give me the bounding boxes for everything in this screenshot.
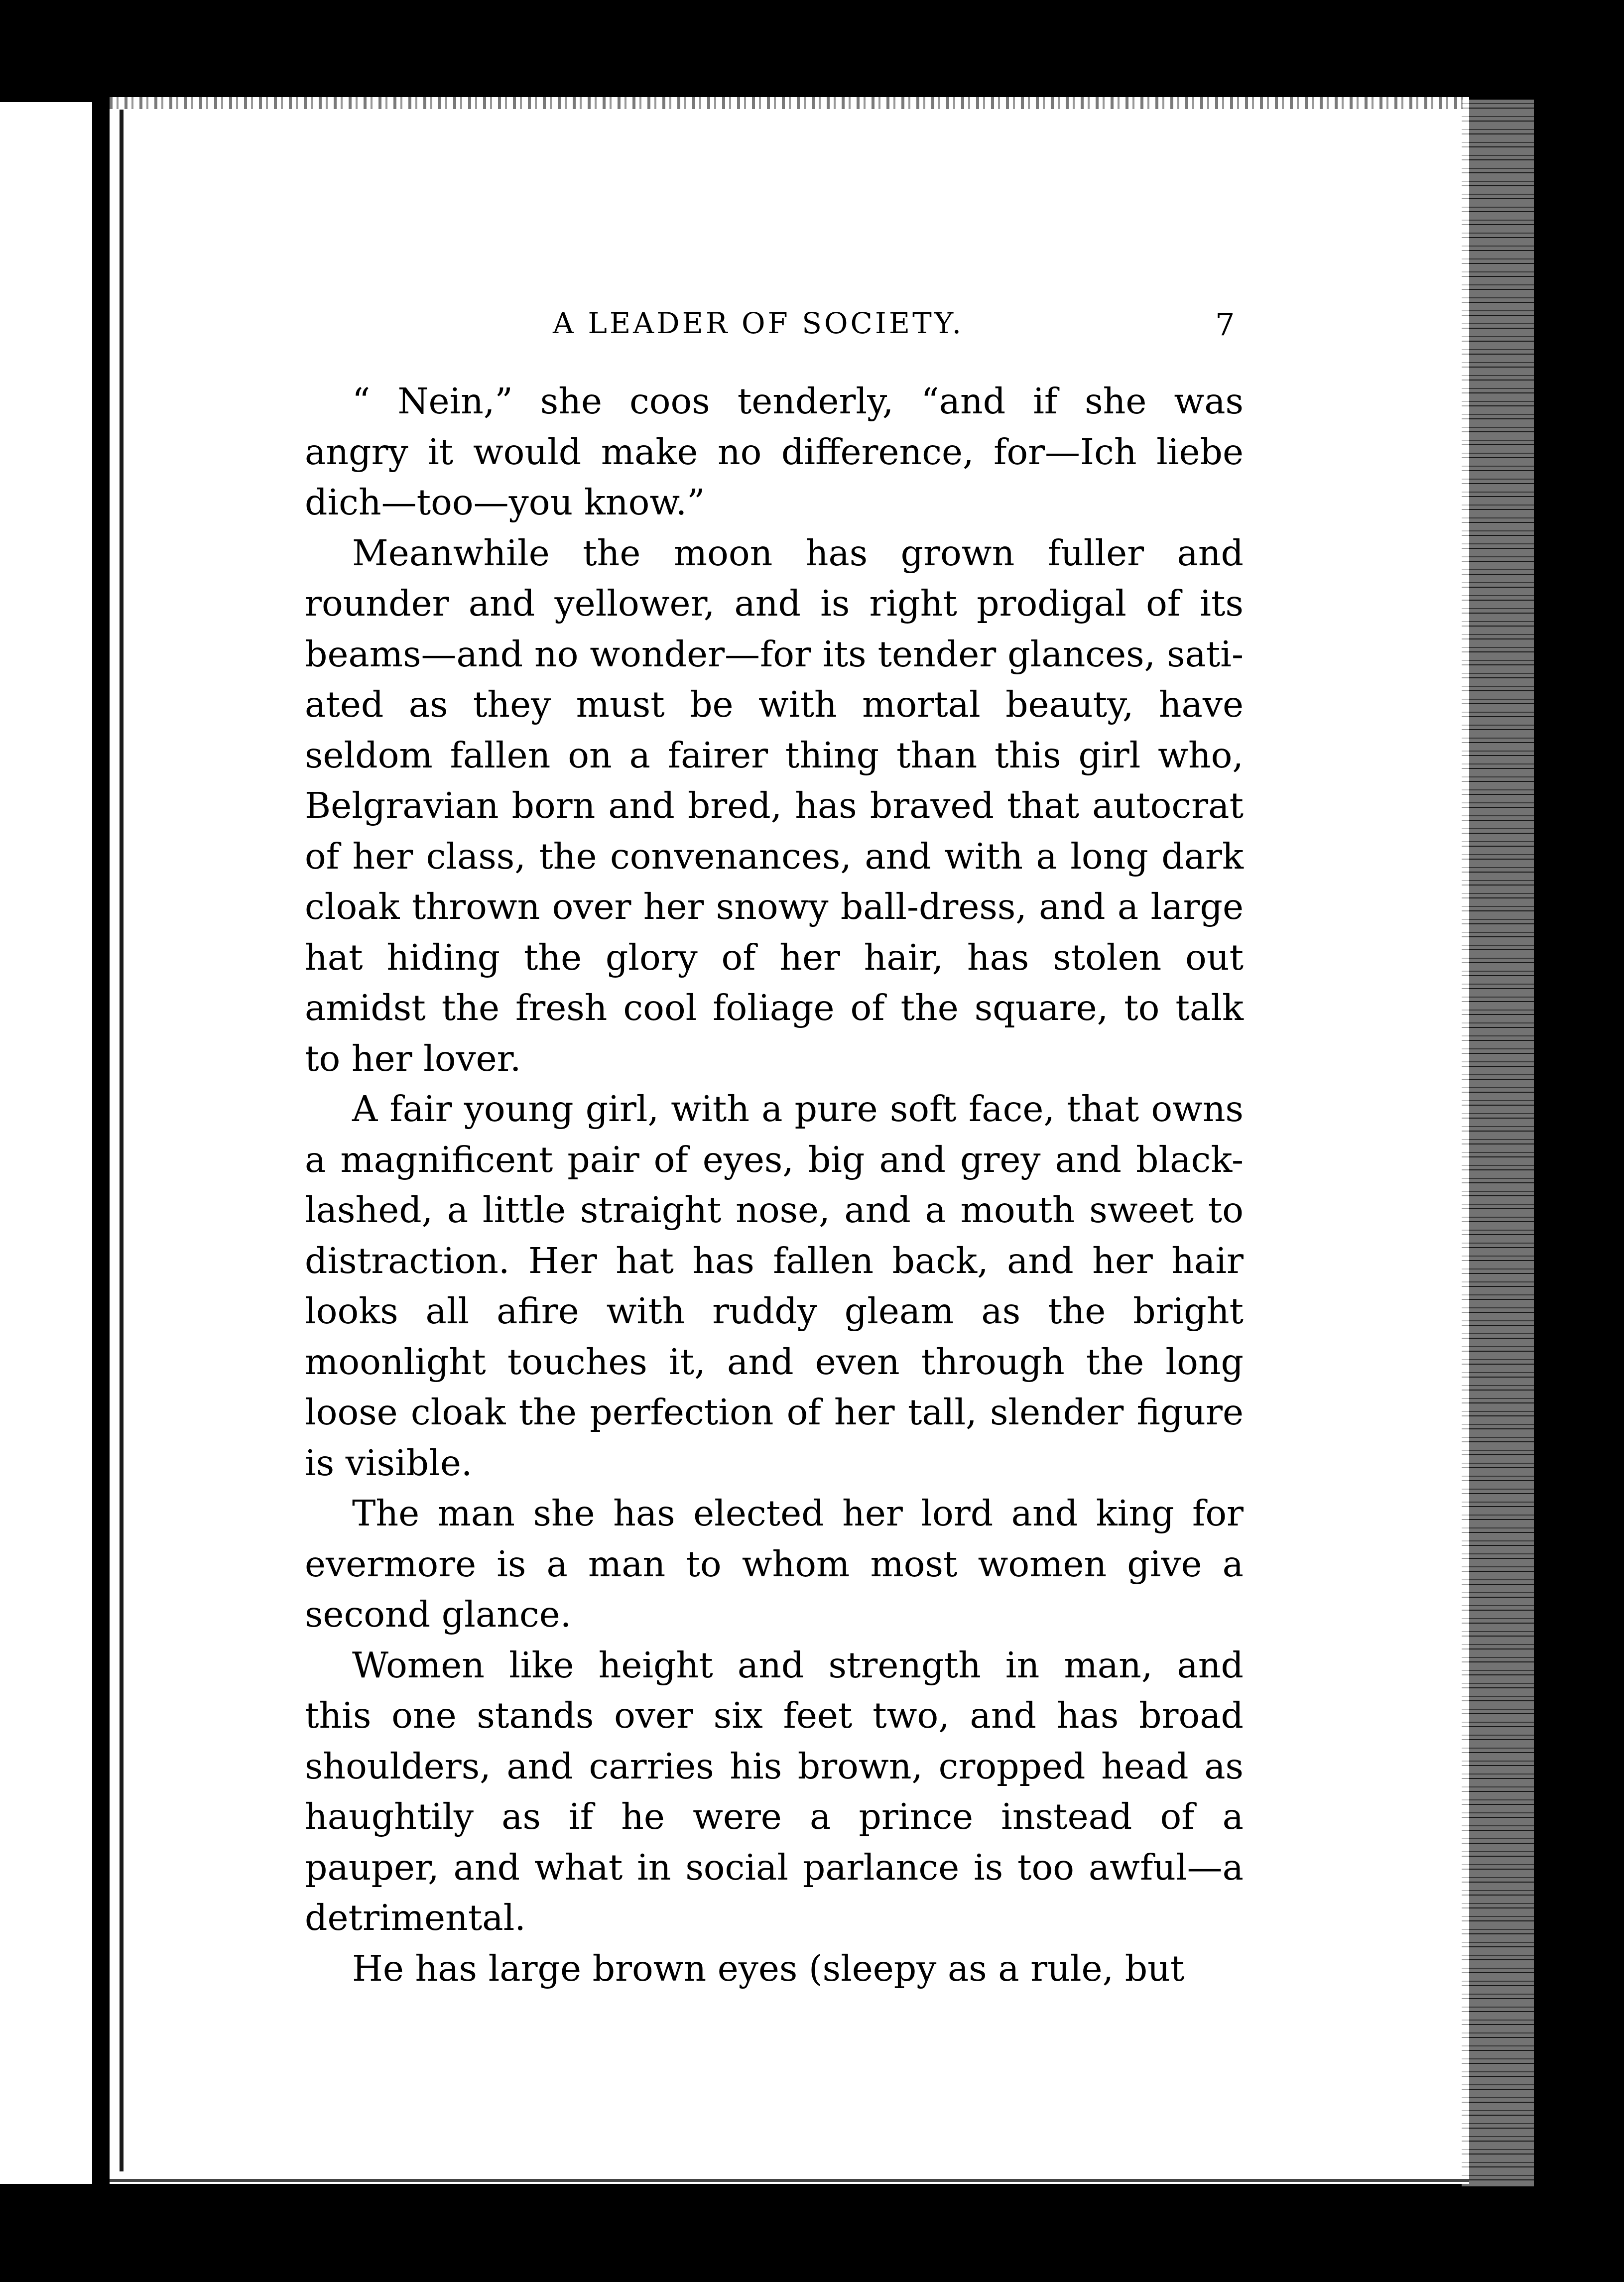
- text-line: distraction. Her hat has fallen back, and her hair: [305, 1240, 1244, 1281]
- text-line: to her lover.: [305, 1037, 521, 1079]
- text-line: Belgravian born and bred, has braved that autocrat: [305, 785, 1244, 826]
- text-line: detrimental.: [305, 1897, 526, 1938]
- text-line: looks all afire with ruddy gleam as the bright: [305, 1290, 1244, 1332]
- paragraph: [305, 528, 1244, 1084]
- text-line: moonlight touches it, and even through the long: [305, 1341, 1244, 1383]
- text-line: evermore is a man to whom most women give a: [305, 1543, 1244, 1585]
- text-line: lashed, a little straight nose, and a mouth sweet to: [305, 1189, 1244, 1231]
- adjacent-page-edge: [0, 102, 92, 2184]
- text-line: shoulders, and carries his brown, cropped head as: [305, 1745, 1244, 1787]
- text-line: is visible.: [305, 1442, 473, 1484]
- text-line: The man she has elected her lord and king for: [352, 1493, 1244, 1534]
- text-line: hat hiding the glory of her hair, has stolen out: [305, 936, 1244, 978]
- text-line: beams—and no wonder—for its tender glances, sati-: [305, 633, 1244, 675]
- text-line: He has large brown eyes (sleepy as a rule, but: [352, 1947, 1185, 1989]
- page-right-edge-speckle: [1462, 100, 1534, 2186]
- text-line: loose cloak the perfection of her tall, slender figure: [305, 1392, 1244, 1433]
- scan-background-right: [1534, 0, 1624, 2282]
- page-gutter-shadow: [95, 97, 110, 2184]
- text-line: this one stands over six feet two, and has broad: [305, 1695, 1244, 1736]
- gutter-rule: [120, 110, 124, 2171]
- page-number: 7: [1215, 306, 1235, 343]
- text-line: haughtily as if he were a prince instead of a: [305, 1796, 1244, 1837]
- paragraph: [305, 1640, 1244, 1943]
- text-line: cloak thrown over her snowy ball-dress, and a large: [305, 886, 1244, 927]
- body-text: [305, 376, 1244, 1994]
- running-title: A LEADER OF SOCIETY.: [553, 306, 964, 340]
- text-line: a magnificent pair of eyes, big and grey and black-: [305, 1139, 1244, 1180]
- paragraph: [305, 1488, 1244, 1640]
- running-header: [299, 306, 1245, 356]
- paragraph: [305, 376, 1244, 528]
- text-line: “ Nein,” she coos tenderly, “and if she was: [352, 380, 1244, 422]
- text-line: rounder and yellower, and is right prodigal of its: [305, 583, 1244, 624]
- page-bottom-edge: [110, 2179, 1469, 2182]
- text-line: amidst the fresh cool foliage of the square, to talk: [305, 987, 1244, 1028]
- text-line: seldom fallen on a fairer thing than this girl who,: [305, 734, 1244, 776]
- paragraph: [305, 1084, 1244, 1488]
- text-line: second glance.: [305, 1594, 572, 1635]
- text-line: A fair young girl, with a pure soft face, that owns: [352, 1088, 1244, 1130]
- text-line: angry it would make no difference, for—Ich liebe: [305, 431, 1244, 473]
- text-line: dich—too—you know.”: [305, 482, 705, 523]
- text-line: ated as they must be with mortal beauty, have: [305, 684, 1244, 725]
- text-line: of her class, the convenances, and with a long dark: [305, 835, 1244, 877]
- page-top-edge: [110, 97, 1469, 109]
- text-line: pauper, and what in social parlance is too awful—a: [305, 1846, 1244, 1888]
- text-line: Meanwhile the moon has grown fuller and: [352, 532, 1244, 574]
- text-line: Women like height and strength in man, and: [352, 1644, 1244, 1686]
- paragraph: [305, 1943, 1244, 1994]
